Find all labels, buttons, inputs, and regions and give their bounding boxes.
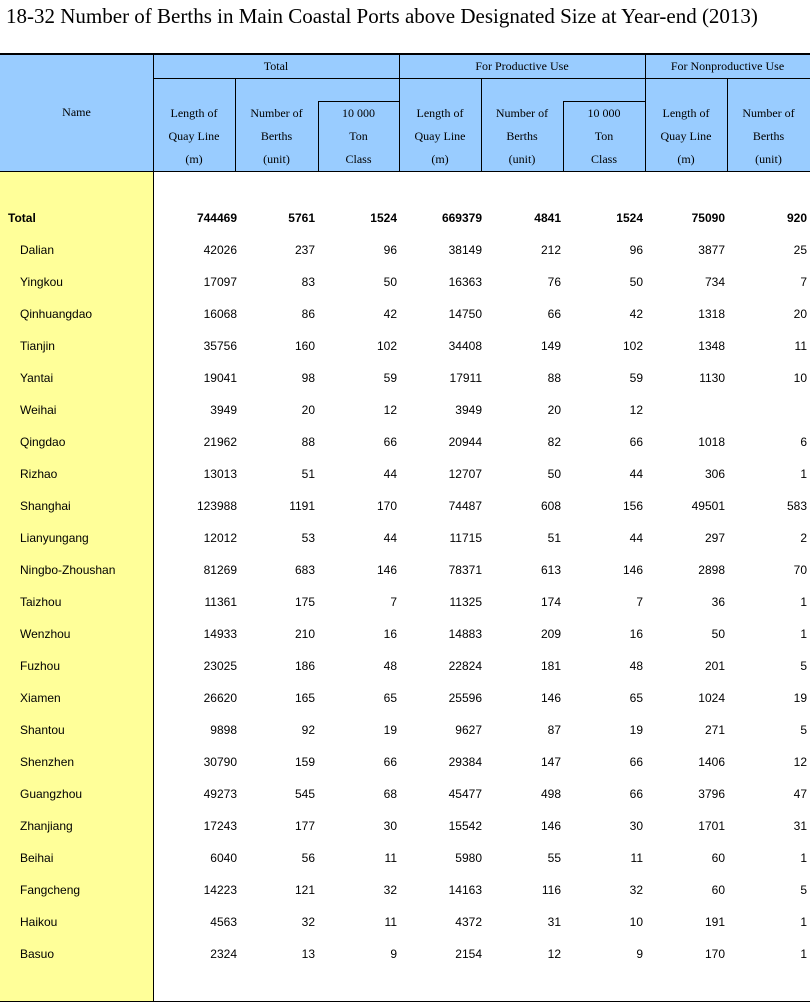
port-name: Haikou: [20, 915, 58, 929]
table-cell: 1: [800, 595, 807, 609]
column-header-line: Length of: [170, 106, 218, 120]
table-cell: 42026: [203, 243, 237, 257]
table-cell: 19041: [203, 371, 237, 385]
column-header-line: (unit): [755, 152, 782, 166]
table-cell: 11715: [449, 531, 482, 545]
table-cell: 146: [622, 563, 643, 577]
table-cell: 55: [547, 851, 561, 865]
table-cell: 60: [711, 883, 725, 897]
group-header-total: Total: [263, 59, 289, 73]
column-header-line: (m): [185, 152, 203, 166]
table-cell: 44: [629, 531, 643, 545]
table-cell: 82: [547, 435, 561, 449]
column-header-line: Quay Line: [660, 129, 712, 143]
table-cell: 17243: [203, 819, 237, 833]
table-cell: 98: [301, 371, 315, 385]
table-cell: 7: [800, 275, 807, 289]
table-cell: 123988: [196, 499, 237, 513]
table-cell: 10: [793, 371, 807, 385]
port-name: Shenzhen: [20, 755, 75, 769]
table-cell: 2898: [698, 563, 725, 577]
column-header-line: Class: [590, 152, 617, 166]
table-cell: 1191: [289, 499, 315, 513]
table-cell: 116: [541, 883, 561, 897]
column-header-line: 10 000: [587, 106, 621, 120]
table-cell: 30790: [203, 755, 237, 769]
table-cell: 14750: [448, 307, 482, 321]
group-header-nonproductive: For Nonproductive Use: [670, 59, 785, 73]
column-header-line: (unit): [263, 152, 290, 166]
port-name: Yingkou: [20, 275, 63, 289]
table-cell: 74487: [448, 499, 482, 513]
table-cell: 11325: [449, 595, 482, 609]
port-name: Shantou: [20, 723, 65, 737]
table-cell: 10: [629, 915, 643, 929]
table-cell: 2154: [455, 947, 482, 961]
table-cell: 88: [301, 435, 315, 449]
table-top-rule: [0, 53, 810, 55]
table-cell: 12: [383, 403, 397, 417]
table-cell: 201: [704, 659, 725, 673]
table-cell: 30: [629, 819, 643, 833]
port-name: Xiamen: [20, 691, 61, 705]
table-cell: 237: [294, 243, 315, 257]
table-cell: 81269: [203, 563, 237, 577]
port-name: Fangcheng: [20, 883, 81, 897]
table-cell: 1524: [370, 211, 397, 225]
table-cell: 13013: [203, 467, 237, 481]
table-cell: 49501: [691, 499, 725, 513]
port-name: Qingdao: [20, 435, 66, 449]
table-cell: 744469: [196, 211, 237, 225]
table-cell: 1318: [698, 307, 725, 321]
table-cell: 1: [800, 851, 807, 865]
table-cell: 175: [294, 595, 315, 609]
table-cell: 14163: [448, 883, 482, 897]
table-cell: 14223: [203, 883, 237, 897]
page-title: 18-32 Number of Berths in Main Coastal Ports above Designated Size at Year-end (2013): [6, 4, 758, 28]
table-cell: 50: [711, 627, 725, 641]
column-header: [318, 102, 399, 171]
column-header-line: (unit): [508, 152, 536, 166]
table-cell: 16363: [448, 275, 482, 289]
table-cell: 83: [301, 275, 315, 289]
table-cell: 146: [376, 563, 397, 577]
table-cell: 32: [629, 883, 643, 897]
table-cell: 146: [540, 819, 561, 833]
table-cell: 59: [629, 371, 643, 385]
column-header: [727, 102, 810, 171]
table-cell: 13: [301, 947, 315, 961]
table-cell: 1: [800, 947, 807, 961]
table-cell: 49273: [203, 787, 237, 801]
header-bottom-rule: [0, 171, 810, 172]
table-cell: 44: [383, 531, 397, 545]
table-cell: 5: [800, 659, 807, 673]
table-cell: 3949: [210, 403, 237, 417]
column-header-line: Length of: [662, 106, 710, 120]
table-cell: 75090: [691, 211, 725, 225]
table-cell: 17097: [203, 275, 237, 289]
table-cell: 159: [294, 755, 315, 769]
table-cell: 1130: [699, 371, 725, 385]
table-cell: 16068: [203, 307, 237, 321]
table-cell: 191: [704, 915, 725, 929]
table-cell: 545: [294, 787, 315, 801]
column-header: [563, 102, 645, 171]
table-cell: 42: [629, 307, 643, 321]
column-header: [153, 102, 235, 171]
table-cell: 65: [383, 691, 397, 705]
table-cell: 4563: [210, 915, 237, 929]
table-bottom-rule: [0, 1001, 810, 1002]
table-cell: 160: [294, 339, 315, 353]
table-cell: 19: [383, 723, 397, 737]
name-column-background: [0, 172, 153, 1002]
column-header-line: Ton: [594, 129, 614, 143]
port-name: Shanghai: [20, 499, 71, 513]
table-cell: 920: [786, 211, 807, 225]
column-header-line: Number of: [250, 106, 303, 120]
table-cell: 16: [629, 627, 643, 641]
table-cell: 25596: [448, 691, 482, 705]
table-cell: 11361: [204, 595, 237, 609]
table-cell: 583: [786, 499, 807, 513]
table-cell: 11: [794, 339, 807, 353]
table-cell: 51: [301, 467, 315, 481]
table-cell: 14883: [448, 627, 482, 641]
table-cell: 683: [294, 563, 315, 577]
table-cell: 50: [547, 467, 561, 481]
port-name: Lianyungang: [20, 531, 89, 545]
table-cell: 146: [540, 691, 561, 705]
table-cell: 2324: [210, 947, 237, 961]
table-cell: 45477: [448, 787, 482, 801]
table-cell: 44: [629, 467, 643, 481]
name-column-rule: [153, 55, 154, 1002]
table-cell: 32: [301, 915, 315, 929]
table-cell: 271: [704, 723, 725, 737]
table-cell: 11: [384, 915, 397, 929]
table-cell: 78371: [448, 563, 482, 577]
total-row-name: Total: [8, 211, 36, 225]
table-cell: 669379: [441, 211, 482, 225]
table-cell: 14933: [203, 627, 237, 641]
port-name: Wenzhou: [20, 627, 71, 641]
column-header-line: (m): [677, 152, 695, 166]
table-cell: 306: [704, 467, 725, 481]
table-cell: 1: [800, 627, 807, 641]
table-cell: 87: [547, 723, 561, 737]
table-cell: 42: [383, 307, 397, 321]
column-header-line: Ton: [349, 129, 368, 143]
table-cell: 102: [376, 339, 397, 353]
table-cell: 23025: [203, 659, 237, 673]
table-cell: 31: [547, 915, 561, 929]
table-cell: 11: [384, 851, 397, 865]
table-cell: 66: [629, 755, 643, 769]
port-name: Rizhao: [20, 467, 58, 481]
table-cell: 1348: [698, 339, 725, 353]
table-cell: 4841: [534, 211, 561, 225]
table-cell: 3796: [698, 787, 725, 801]
table-cell: 20944: [448, 435, 482, 449]
table-cell: 66: [383, 435, 397, 449]
column-header-line: Berths: [506, 129, 538, 143]
table-cell: 2: [800, 531, 807, 545]
table-cell: 4372: [455, 915, 482, 929]
table-cell: 22824: [448, 659, 482, 673]
column-header-line: Length of: [416, 106, 464, 120]
table-cell: 66: [629, 787, 643, 801]
port-name: Zhanjiang: [20, 819, 73, 833]
table-cell: 96: [383, 243, 397, 257]
table-cell: 59: [383, 371, 397, 385]
table-cell: 1524: [616, 211, 643, 225]
table-cell: 26620: [203, 691, 237, 705]
table-cell: 181: [540, 659, 561, 673]
table-cell: 31: [793, 819, 807, 833]
table-cell: 7: [636, 595, 643, 609]
port-name: Weihai: [20, 403, 57, 417]
table-cell: 60: [711, 851, 725, 865]
table-cell: 608: [540, 499, 561, 513]
table-cell: 12: [629, 403, 643, 417]
table-cell: 121: [294, 883, 315, 897]
table-cell: 1406: [698, 755, 725, 769]
table-cell: 44: [383, 467, 397, 481]
table-cell: 12012: [203, 531, 237, 545]
port-name: Tianjin: [20, 339, 55, 353]
table-cell: 20: [301, 403, 315, 417]
port-name: Basuo: [20, 947, 55, 961]
table-cell: 20: [793, 307, 807, 321]
table-cell: 35756: [203, 339, 237, 353]
table-cell: 209: [540, 627, 561, 641]
table-cell: 734: [704, 275, 725, 289]
table-cell: 17911: [449, 371, 482, 385]
port-name: Qinhuangdao: [20, 307, 93, 321]
table-cell: 210: [294, 627, 315, 641]
column-header-line: Berths: [752, 129, 785, 143]
port-name: Taizhou: [20, 595, 62, 609]
table-cell: 6040: [210, 851, 237, 865]
table-cell: 66: [547, 307, 561, 321]
table-cell: 16: [383, 627, 397, 641]
table-cell: 174: [540, 595, 561, 609]
table-cell: 156: [622, 499, 643, 513]
table-cell: 102: [622, 339, 643, 353]
table-cell: 12: [793, 755, 807, 769]
table-cell: 30: [383, 819, 397, 833]
table-cell: 9627: [455, 723, 482, 737]
table-cell: 165: [294, 691, 315, 705]
column-header-line: Class: [345, 152, 372, 166]
table-cell: 297: [704, 531, 725, 545]
table-cell: 19: [793, 691, 807, 705]
column-header-line: 10 000: [342, 106, 375, 120]
table-cell: 70: [793, 563, 807, 577]
table-cell: 3949: [455, 403, 482, 417]
table-cell: 7: [390, 595, 397, 609]
group-header-productive: For Productive Use: [475, 59, 569, 73]
table-cell: 36: [711, 595, 725, 609]
column-header-line: Berths: [260, 129, 293, 143]
table-cell: 92: [301, 723, 315, 737]
table-cell: 498: [540, 787, 561, 801]
column-header: [235, 102, 318, 171]
port-name: Yantai: [20, 371, 54, 385]
table-cell: 1024: [698, 691, 725, 705]
table-cell: 96: [629, 243, 643, 257]
table-cell: 1: [800, 915, 807, 929]
table-cell: 11: [630, 851, 643, 865]
table-cell: 177: [294, 819, 315, 833]
port-name: Ningbo-Zhoushan: [20, 563, 116, 577]
table-cell: 5: [800, 883, 807, 897]
table-cell: 48: [383, 659, 397, 673]
table-cell: 65: [629, 691, 643, 705]
table-cell: 25: [793, 243, 807, 257]
port-name: Beihai: [20, 851, 54, 865]
port-name: Fuzhou: [20, 659, 61, 673]
table-cell: 1018: [698, 435, 725, 449]
column-header: [481, 102, 563, 171]
table-cell: 34408: [448, 339, 482, 353]
table-cell: 5980: [455, 851, 482, 865]
table-cell: 50: [629, 275, 643, 289]
table-cell: 88: [547, 371, 561, 385]
table-cell: 1: [800, 467, 807, 481]
table-cell: 3877: [698, 243, 725, 257]
table-cell: 21962: [203, 435, 237, 449]
table-cell: 212: [540, 243, 561, 257]
table-cell: 9: [390, 947, 397, 961]
column-header-line: Quay Line: [168, 129, 220, 143]
table-cell: 170: [376, 499, 397, 513]
column-header: [645, 102, 727, 171]
table-cell: 5761: [288, 211, 315, 225]
table-cell: 149: [540, 339, 561, 353]
table-cell: 32: [383, 883, 397, 897]
table-cell: 29384: [448, 755, 482, 769]
port-name: Guangzhou: [20, 787, 83, 801]
table-cell: 9: [636, 947, 643, 961]
table-cell: 15542: [448, 819, 482, 833]
table-cell: 53: [301, 531, 315, 545]
column-header-line: (m): [431, 152, 449, 166]
table-cell: 9898: [210, 723, 237, 737]
table-cell: 6: [800, 435, 807, 449]
table-cell: 51: [547, 531, 561, 545]
name-column-header: Name: [62, 105, 91, 119]
table-cell: 50: [383, 275, 397, 289]
table-cell: 186: [294, 659, 315, 673]
table-cell: 38149: [448, 243, 482, 257]
table-cell: 66: [629, 435, 643, 449]
table-cell: 1701: [698, 819, 725, 833]
column-header-line: Quay Line: [414, 129, 466, 143]
table-cell: 66: [383, 755, 397, 769]
table-cell: 48: [629, 659, 643, 673]
table-cell: 20: [547, 403, 561, 417]
table-cell: 613: [540, 563, 561, 577]
table-cell: 68: [383, 787, 397, 801]
table-cell: 170: [704, 947, 725, 961]
column-header: [399, 102, 481, 171]
table-cell: 76: [547, 275, 561, 289]
table-cell: 5: [800, 723, 807, 737]
column-header-line: Number of: [495, 106, 549, 120]
table-cell: 12707: [448, 467, 482, 481]
table-cell: 19: [629, 723, 643, 737]
table-cell: 56: [301, 851, 315, 865]
port-name: Dalian: [20, 243, 55, 257]
table-cell: 86: [301, 307, 315, 321]
column-header-line: Number of: [742, 106, 795, 120]
table-cell: 47: [793, 787, 807, 801]
table-cell: 12: [547, 947, 561, 961]
table-cell: 147: [540, 755, 561, 769]
